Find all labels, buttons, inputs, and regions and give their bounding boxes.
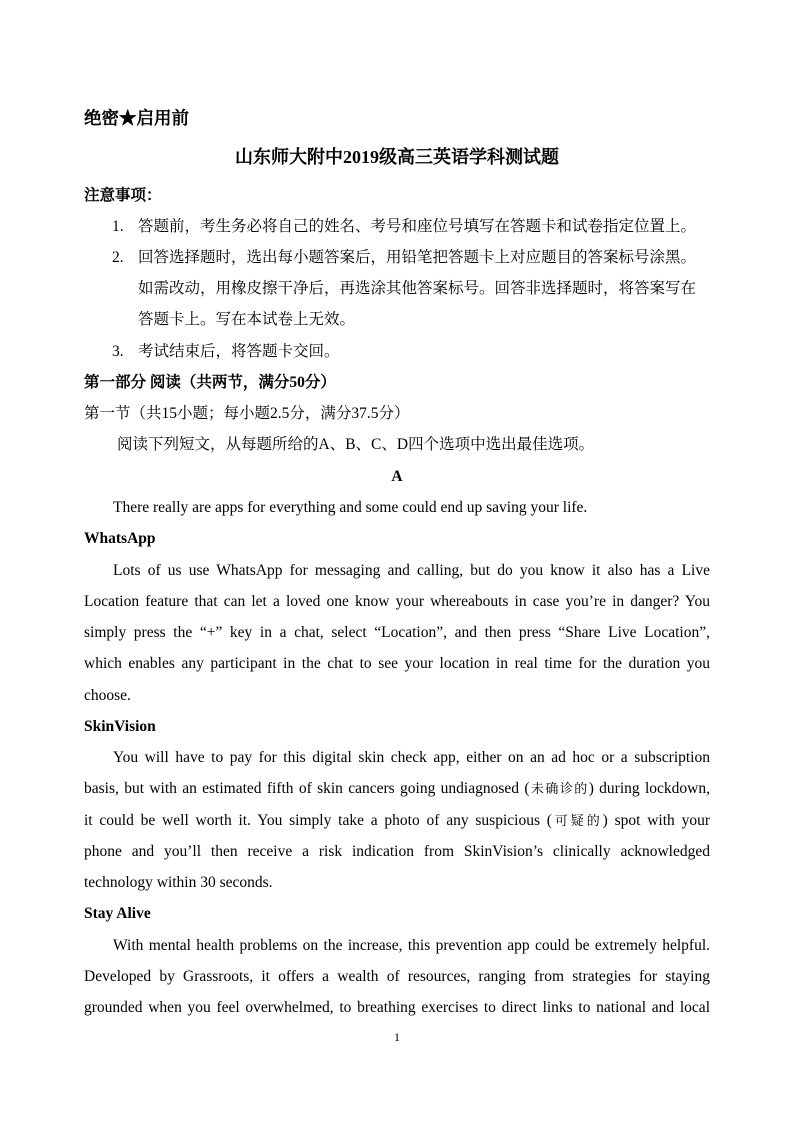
stayalive-line: With mental health problems on the increase, this prevention app could be extremely helpful. [113,937,710,954]
page-title: 山东师大附中2019级高三英语学科测试题 [235,147,559,167]
whatsapp-line: Lots of us use WhatsApp for messaging and calling, but do you know it also has a Live [113,562,710,579]
whatsapp-line: choose. [84,687,131,704]
skinvision-text: ) spot with your [602,812,710,829]
skinvision-text: basis, but with an estimated fifth of skin cancers going undiagnosed ( [84,780,530,797]
skinvision-line: technology within 30 seconds. [84,874,273,891]
notice-item-number: 3. [112,343,124,360]
notice-item-3 [112,342,712,362]
notice-item-text: 考试结束后，将答题卡交回。 [138,343,340,360]
section1-heading: 第一节（共15小题；每小题2.5分，满分37.5分） [84,405,410,422]
confidential-label: 绝密★启用前 [84,108,189,128]
notice-item-1 [112,217,712,237]
whatsapp-line: Location feature that can let a loved one know your whereabouts in case you’re in danger? You [84,593,710,610]
whatsapp-line: which enables any participant in the chat to see your location in real time for the duration you [84,655,710,672]
stayalive-line: Developed by Grassroots, it offers a wealth of resources, ranging from strategies for staying [84,968,710,985]
skinvision-line [84,779,710,799]
passage-label: A [391,468,403,485]
instruction: 阅读下列短文，从每题所给的A、B、C、D四个选项中选出最佳选项。 [117,436,595,453]
page-number: 1 [394,1030,400,1044]
skinvision-heading: SkinVision [84,718,156,735]
notice-item-number: 2. [112,249,124,266]
stayalive-line: grounded when you feel overwhelmed, to breathing exercises to direct links to national and local [84,999,710,1016]
notice-item-2-continued: 答题卡上。写在本试卷上无效。 [138,311,356,328]
skinvision-text: it could be well worth it. You simply take a photo of any suspicious ( [84,812,552,829]
notice-item-2-continued: 如需改动，用橡皮擦干净后，再选涂其他答案标号。回答非选择题时，将答案写在 [138,280,697,297]
skinvision-line [84,811,710,831]
notice-heading: 注意事项： [84,187,162,204]
notice-item-2 [112,248,712,268]
notice-item-number: 1. [112,218,124,235]
whatsapp-line: simply press the “+” key in a chat, select “Location”, and then press “Share Live Location”, [84,624,710,641]
notice-item-text: 答题前，考生务必将自己的姓名、考号和座位号填写在答题卡和试卷指定位置上。 [138,218,697,235]
passage-intro: There really are apps for everything and some could end up saving your life. [113,499,588,516]
notice-item-text: 回答选择题时，选出每小题答案后，用铅笔把答题卡上对应题目的答案标号涂黑。 [138,249,697,266]
part1-heading: 第一部分 阅读（共两节，满分50分） [84,374,336,391]
chinese-gloss: 未确诊的 [529,781,589,796]
stayalive-heading: Stay Alive [84,905,151,922]
skinvision-line: You will have to pay for this digital skin check app, either on an ad hoc or a subscription [113,749,710,766]
skinvision-line: phone and you’ll then receive a risk indication from SkinVision’s clinically acknowledged [84,843,710,860]
chinese-gloss: 可疑的 [551,813,603,828]
whatsapp-heading: WhatsApp [84,530,156,547]
skinvision-text: ) during lockdown, [588,780,710,797]
